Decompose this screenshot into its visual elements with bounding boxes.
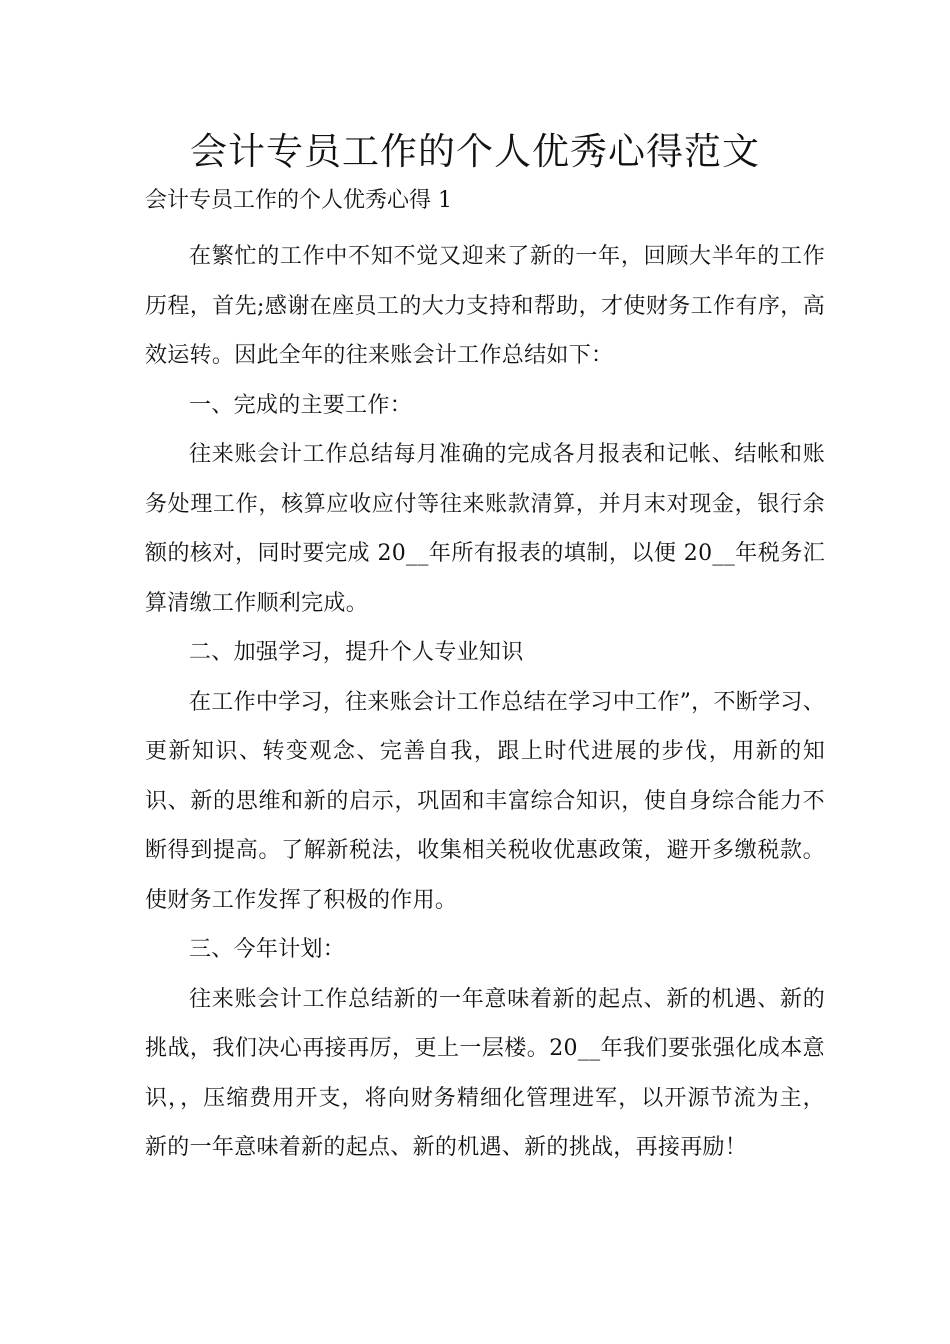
document-body <box>145 232 825 1173</box>
section-heading-main-work: 一、完成的主要工作： <box>189 392 413 418</box>
section-heading-study: 二、加强学习，提升个人专业知识 <box>189 640 524 665</box>
document-subtitle: 会计专员工作的个人优秀心得 1 <box>145 188 452 213</box>
document-title: 会计专员工作的个人优秀心得范文 <box>190 130 760 173</box>
paragraph-study: 在工作中学习，往来账会计工作总结在学习中工作”，不断学习、更新知识、转变观念、完善自我，跟上时代进展的步伐，用新的知识、新的思维和新的启示，巩固和丰富综合知识，使自身综合能力不断得到提高。了解新税法，收集相关税收优惠政策，避开多缴税款。使财务工作发挥了积极的作用。 <box>145 689 825 913</box>
paragraph-intro: 在繁忙的工作中不知不觉又迎来了新的一年，回顾大半年的工作历程，首先;感谢在座员工的大力支持和帮助，才使财务工作有序，高效运转。因此全年的往来账会计工作总结如下： <box>145 244 825 368</box>
paragraph-plan: 往来账会计工作总结新的一年意味着新的起点、新的机遇、新的挑战，我们决心再接再厉，更上一层楼。20__年我们要张强化成本意识，，压缩费用开支，将向财务精细化管理进军，以开源节流为主，新的一年意味着新的起点、新的机遇、新的挑战，再接再励！ <box>145 986 825 1160</box>
section-heading-plan: 三、今年计划： <box>189 937 346 962</box>
paragraph-main-work: 往来账会计工作总结每月准确的完成各月报表和记帐、结帐和账务处理工作，核算应收应付等往来账款清算，并月末对现金，银行余额的核对，同时要完成 20__年所有报表的填制，以便 20__年税务汇算清缴工作顺利完成。 <box>145 442 825 616</box>
